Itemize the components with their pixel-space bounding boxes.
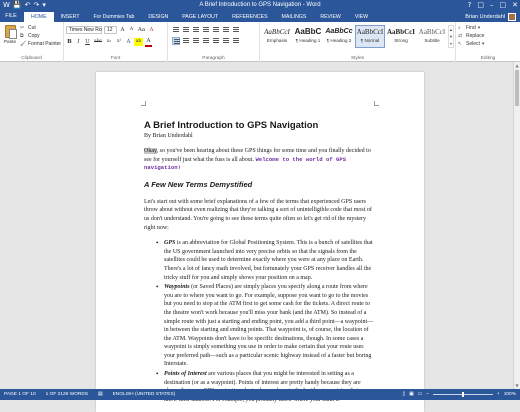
show-formatting-button[interactable]	[232, 26, 240, 34]
cut-label: Cut	[28, 25, 36, 31]
tab-file[interactable]: FILE	[0, 11, 22, 22]
tab-references[interactable]: REFERENCES	[232, 14, 268, 20]
select-button[interactable]	[458, 40, 488, 48]
highlight-button[interactable]: ab	[135, 39, 142, 44]
cut-button[interactable]	[20, 24, 61, 32]
decrease-indent-button[interactable]	[202, 26, 210, 34]
style-preview: AaBbCcI	[387, 28, 416, 36]
font-color-button[interactable]: A	[145, 37, 152, 47]
document-area[interactable]	[0, 62, 520, 389]
quick-access-toolbar	[3, 0, 46, 11]
center-button[interactable]	[182, 37, 190, 45]
style-emphasis[interactable]	[262, 25, 292, 48]
italic-button[interactable]: I	[77, 39, 80, 45]
zoom-out-icon[interactable]: –	[426, 392, 429, 397]
style-preview: AaBbCcI	[418, 28, 446, 36]
copy-icon: ⧉	[20, 33, 24, 39]
increase-indent-button[interactable]	[212, 26, 220, 34]
clipboard-group-label: Clipboard	[21, 56, 42, 61]
paragraph-group-label: Paragraph	[202, 56, 225, 61]
term-label: Waypoints	[164, 284, 190, 291]
multilevel-list-button[interactable]	[192, 26, 200, 34]
document-byline: By Brian Underdahl	[144, 133, 193, 139]
margin-mark-top-right	[374, 101, 379, 106]
bold-button[interactable]: B	[67, 39, 72, 45]
replace-icon: ⇄	[458, 33, 463, 39]
clipboard-group	[0, 22, 64, 62]
tab-design[interactable]: DESIGN	[148, 14, 169, 20]
undo-icon[interactable]: ↶	[24, 1, 31, 9]
term-text: are various places that you might be interested in setting as a destination (or as a waypoint). Points of interest are pretty handy because they are	[164, 371, 361, 386]
style-preview: AaBbCc	[325, 28, 353, 35]
section-intro-paragraph: Let's start out with some brief explanations of a few of the terms that experienced GPS users throw about without even realizing that they're talking a sort of unintelligible code that most of us don't understand. You're going to see these terms quite often so let's get rid of the mystery right now:	[144, 198, 372, 231]
styles-group-label: Styles	[350, 56, 365, 61]
zoom-in-icon[interactable]: +	[496, 392, 500, 397]
scissors-icon: ✂	[20, 25, 25, 31]
style-name: ¶ Heading 1	[295, 38, 321, 43]
web-layout-icon[interactable]: ▭	[417, 392, 423, 397]
clipboard-icon	[5, 25, 16, 38]
style-preview: AaBbC	[294, 27, 322, 36]
page-count[interactable]: PAGE 1 OF 10	[4, 392, 36, 397]
style-name: ¶ Normal	[360, 38, 380, 43]
style-normal[interactable]	[355, 25, 385, 48]
intro-text: , so you've been hearing about these GPS things for some time and you finally decided to see for yourself just what the fuss is all about.	[144, 148, 371, 163]
style-preview: AaBbCcI	[264, 28, 290, 36]
strikethrough-button[interactable]: abc	[93, 39, 103, 44]
style-heading-1[interactable]	[293, 25, 323, 48]
document-title: A Brief Introduction to GPS Navigation	[144, 120, 319, 131]
select-arrow-icon: ↖	[458, 41, 463, 47]
replace-label: Replace	[466, 33, 485, 39]
sort-button[interactable]	[222, 26, 230, 34]
term-text: is an abbreviation for Global Positioning System. This is a bunch of satellites that the US government launched into very precise orbits so that the signals from the satellites could be used to determine exactly where you were at any place on Earth. There's a lot of fancy math involved, but fortunately your GPS receiver handles all the tricky stuff for you and simply shows your position on a map.	[164, 240, 373, 281]
change-case-button[interactable]: Aa	[137, 27, 146, 33]
tab-view[interactable]: VIEW	[354, 14, 369, 20]
word-app-icon[interactable]: W	[3, 1, 10, 9]
minimize-button[interactable]: –	[490, 1, 494, 9]
section-heading: A Few New Terms Demystified	[144, 179, 253, 189]
ribbon	[0, 22, 520, 62]
title-bar	[0, 0, 520, 11]
text-effects-button[interactable]: A	[126, 39, 131, 45]
shrink-font-button[interactable]: A	[129, 27, 134, 32]
paste-label: Paste	[3, 40, 17, 45]
scroll-up-icon[interactable]: ▲	[515, 63, 519, 68]
subscript-button[interactable]: x₂	[106, 39, 112, 44]
customize-qat-icon[interactable]: ▾	[42, 1, 46, 9]
copy-button[interactable]	[20, 32, 61, 40]
shading-button[interactable]	[222, 37, 230, 45]
view-zoom-controls	[403, 389, 517, 400]
search-icon: ⌕	[458, 25, 461, 31]
word-count[interactable]: 1 OF 2126 WORDS	[45, 392, 89, 397]
style-name: Subtitle	[424, 38, 440, 43]
scroll-thumb[interactable]	[515, 70, 519, 106]
status-bar	[0, 389, 520, 400]
style-subtitle[interactable]	[417, 25, 447, 48]
user-account[interactable]	[465, 11, 516, 22]
styles-gallery	[262, 25, 447, 48]
zoom-slider[interactable]	[433, 394, 493, 395]
paste-button[interactable]	[3, 25, 17, 51]
save-icon[interactable]: 💾	[12, 1, 22, 9]
print-layout-icon[interactable]: ▣	[409, 392, 414, 397]
tab-insert[interactable]: INSERT	[60, 14, 80, 20]
document-body[interactable]	[144, 120, 376, 405]
close-button[interactable]: ✕	[512, 1, 518, 9]
underline-button[interactable]: U	[85, 39, 90, 45]
chevron-down-icon: ▾	[481, 41, 485, 47]
style-name: ¶ Heading 2	[326, 38, 352, 43]
help-icon[interactable]: ?	[467, 1, 472, 9]
zoom-slider-knob[interactable]	[462, 392, 464, 397]
maximize-button[interactable]: □	[499, 1, 507, 9]
bullets-button[interactable]	[172, 26, 180, 34]
scroll-down-icon[interactable]: ▼	[515, 383, 519, 388]
font-size-select[interactable]: 12	[104, 26, 117, 34]
tab-list	[24, 12, 375, 22]
line-spacing-button[interactable]	[212, 37, 220, 45]
style-preview: AaBbCcI	[356, 28, 384, 36]
find-label: Find	[466, 25, 476, 31]
align-left-button[interactable]	[172, 37, 180, 45]
superscript-button[interactable]: x²	[116, 39, 122, 44]
styled-text: Welcome to the world of GPS navigation!	[144, 155, 347, 172]
selected-text[interactable]: Okay	[144, 148, 157, 154]
document-page[interactable]	[96, 72, 424, 412]
redo-icon[interactable]: ↷	[33, 1, 40, 9]
tab-review[interactable]: REVIEW	[320, 14, 341, 20]
window-controls	[468, 0, 518, 11]
paintbrush-icon: 🖌	[20, 41, 27, 47]
list-item	[156, 239, 376, 282]
avatar	[508, 13, 516, 21]
grow-font-button[interactable]: A	[120, 27, 125, 33]
numbering-button[interactable]	[182, 26, 190, 34]
chevron-down-icon: ▾	[477, 25, 481, 31]
font-group-label: Font	[110, 56, 121, 61]
tab-home[interactable]: HOME	[24, 12, 54, 22]
terms-list	[156, 239, 376, 404]
user-name: Brian Underdahl	[465, 13, 505, 20]
borders-button[interactable]	[232, 37, 240, 45]
ribbon-tabs	[0, 11, 520, 22]
vertical-scrollbar[interactable]	[513, 62, 520, 389]
tab-mailings[interactable]: MAILINGS	[281, 14, 307, 20]
intro-paragraph	[144, 147, 376, 173]
font-name-select[interactable]: Times New Ro	[66, 26, 102, 34]
copy-label: Copy	[28, 33, 40, 39]
zoom-level[interactable]: 100%	[503, 392, 516, 397]
justify-button[interactable]	[202, 37, 210, 45]
tab-page-layout[interactable]: PAGE LAYOUT	[182, 14, 219, 20]
align-right-button[interactable]	[192, 37, 200, 45]
margin-mark-top-left	[141, 101, 146, 106]
ribbon-display-icon[interactable]: □	[477, 1, 484, 9]
language[interactable]: ENGLISH (UNITED STATES)	[112, 392, 176, 397]
term-label: Points of Interest	[164, 371, 207, 378]
style-strong[interactable]	[386, 25, 416, 48]
clear-formatting-button[interactable]: A	[149, 27, 154, 33]
style-name: Emphasis	[266, 38, 288, 43]
format-painter-button[interactable]	[20, 40, 61, 48]
style-name: Strong	[394, 38, 408, 43]
editing-group-label: Editing	[480, 56, 496, 61]
window-title: A Brief Introduction to GPS Navigation - Word	[199, 2, 321, 8]
style-heading-2[interactable]	[324, 25, 354, 48]
term-text: (or Saved Places) are simply places you specify along a route from where you are to where you want to go. For example, suppose you want to go to the movies but you need to stop at the ATM first to get some cash for the tickets. A direct route to the theatre won't work because you'll miss your bank (and the ATM). So instead of a simple route with just a starting and ending point, you add a third point—a waypoint—in between the starting and ending points. That waypoint is, of course, the location of the ATM. Waypoints don't have to be specific destinations, though. In some cases a waypoint is simply something you use in order to make certain that your route uses your preferred path—such as a particular scenic highway instead of a faster but boring Interstate.	[164, 284, 374, 368]
styles-more-button[interactable]: ▲ ▼ ▾	[449, 27, 453, 46]
term-label: GPS	[164, 240, 176, 247]
tab-for-dummies[interactable]: For Dummies Tab	[93, 14, 135, 20]
format-painter-label: Format Painter	[28, 41, 62, 47]
list-item	[156, 283, 376, 369]
select-label: Select	[466, 41, 480, 47]
find-button[interactable]	[458, 24, 488, 32]
proofing-icon[interactable]: ▤	[98, 392, 103, 397]
read-mode-icon[interactable]: ▯	[402, 392, 406, 397]
replace-button[interactable]	[458, 32, 488, 40]
